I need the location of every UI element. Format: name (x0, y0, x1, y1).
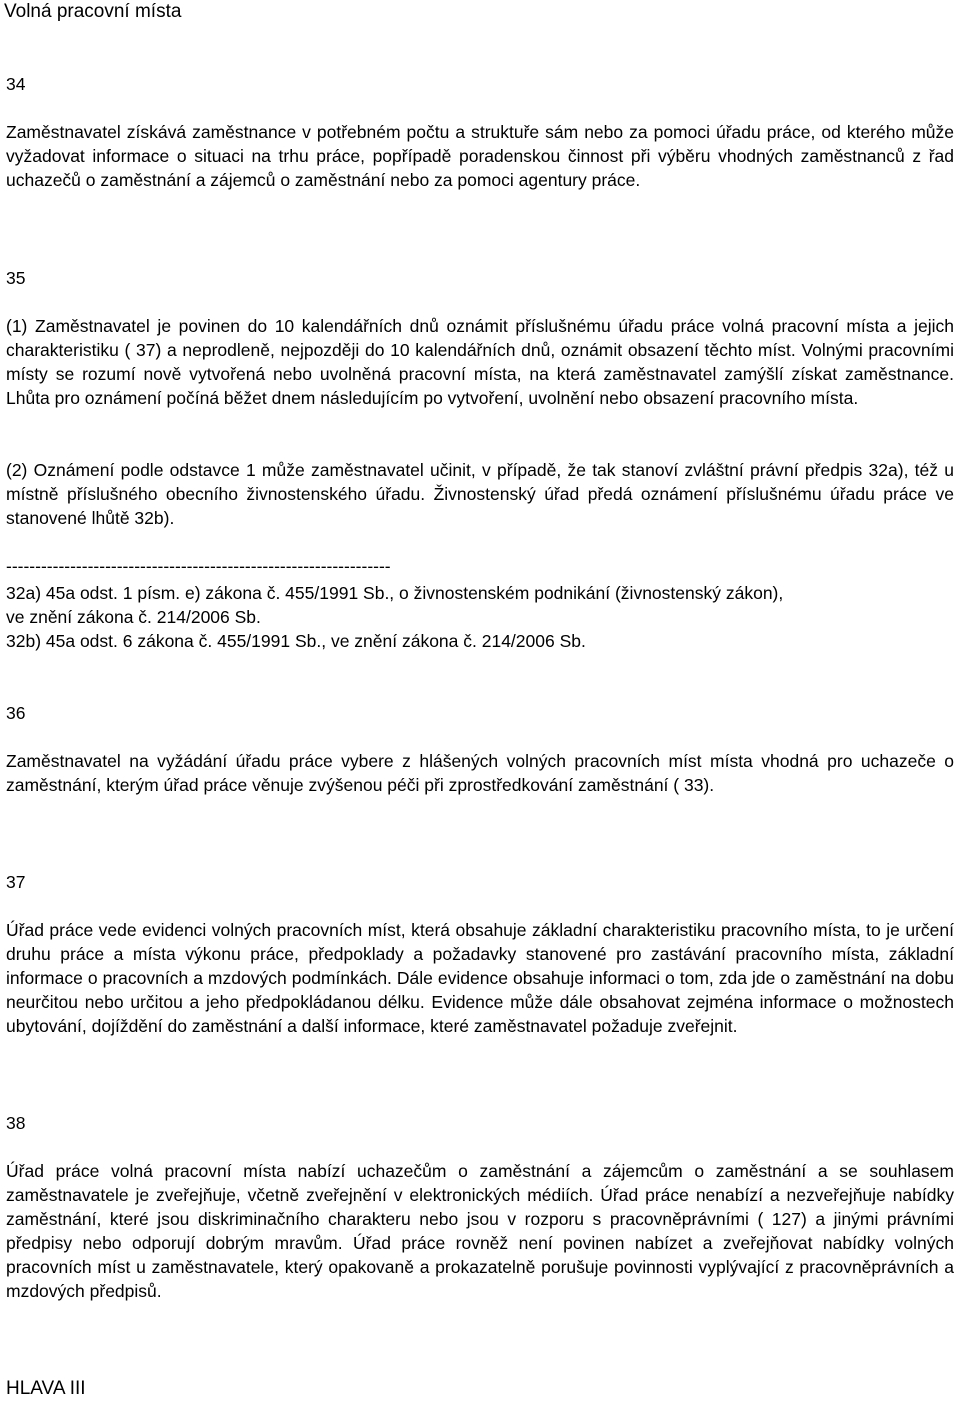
section-heading-34: 34 (6, 74, 26, 94)
footnote-32b: 32b) 45a odst. 6 zákona č. 455/1991 Sb., ve znění zákona č. 214/2006 Sb. (6, 631, 586, 651)
section-34-paragraph: Zaměstnavatel získává zaměstnance v potřebném počtu a struktuře sám nebo za pomoci úřadu práce, od kterého může vyžadovat informace o situaci na trhu práce, popřípadě poradenskou činnost při výběru vhodných zaměstnanců z řad uchazečů o zaměstnání a zájemců o zaměstnání nebo za pomoci agentury práce. (6, 122, 954, 190)
section-heading-35: 35 (6, 268, 26, 288)
section-35-paragraph-1: (1) Zaměstnavatel je povinen do 10 kalendářních dnů oznámit příslušnému úřadu práce volná pracovní místa a jejich charakteristiku ( 37) a neprodleně, nejpozději do 10 kalendářních dnů, oznámit obsazení těchto míst. Volnými pracovními místy se rozumí nově vytvořená nebo uvolněná pracovní místa, na která zaměstnavatel zamýšlí získat zaměstnance. Lhůta pro oznámení počíná běžet dnem následujícím po vytvoření, uvolnění nebo obsazení pracovního místa. (6, 316, 954, 408)
footnote-separator: ------------------------------------------------------------------ (6, 556, 391, 576)
section-38-paragraph: Úřad práce volná pracovní místa nabízí uchazečům o zaměstnání a zájemcům o zaměstnání a se souhlasem zaměstnavatele je zveřejňuje, včetně zveřejnění v elektronických médiích. Úřad práce nenabízí a nezveřejňuje nabídky zaměstnání, které jsou diskriminačního charakteru nebo jsou v rozporu s pracovněprávními ( 127) a jinými právními předpisy nebo odporují dobrým mravům. Úřad práce rovněž není povinen nabízet a zveřejňovat nabídky volných pracovních míst u zaměstnavatele, který opakovaně a prokazatelně porušuje povinnosti vyplývající z pracovněprávních a mzdových předpisů. (6, 1161, 954, 1301)
section-heading-36: 36 (6, 703, 26, 723)
document-title: Volná pracovní místa (4, 1, 182, 22)
chapter-heading: HLAVA III (6, 1378, 86, 1399)
section-35-paragraph-2: (2) Oznámení podle odstavce 1 může zaměstnavatel učinit, v případě, že tak stanoví zvláštní právní předpis 32a), též u místně příslušného obecního živnostenského úřadu. Živnostenský úřad předá oznámení příslušnému úřadu práce ve stanovené lhůtě 32b). (6, 460, 954, 528)
section-heading-37: 37 (6, 872, 26, 892)
footnote-32a-continued: ve znění zákona č. 214/2006 Sb. (6, 607, 261, 627)
section-37-paragraph: Úřad práce vede evidenci volných pracovních míst, která obsahuje základní charakteristiku pracovního místa, to je určení druhu práce a místa výkonu práce, předpoklady a požadavky stanovené pro zastávání pracovního místa, základní informace o pracovních a mzdových podmínkách. Dále evidence obsahuje informaci o tom, zda jde o zaměstnání na dobu neurčitou nebo určitou a jeho předpokládanou délku. Evidence může dále obsahovat zejména informace o možnostech ubytování, dojíždění do zaměstnání a další informace, které zaměstnavatel požaduje zveřejnit. (6, 920, 954, 1036)
footnote-32a: 32a) 45a odst. 1 písm. e) zákona č. 455/1991 Sb., o živnostenském podnikání (živnostenský zákon), (6, 583, 784, 603)
section-heading-38: 38 (6, 1113, 26, 1133)
section-36-paragraph: Zaměstnavatel na vyžádání úřadu práce vybere z hlášených volných pracovních míst místa vhodná pro uchazeče o zaměstnání, kterým úřad práce věnuje zvýšenou péči při zprostředkování zaměstnání ( 33). (6, 751, 954, 795)
